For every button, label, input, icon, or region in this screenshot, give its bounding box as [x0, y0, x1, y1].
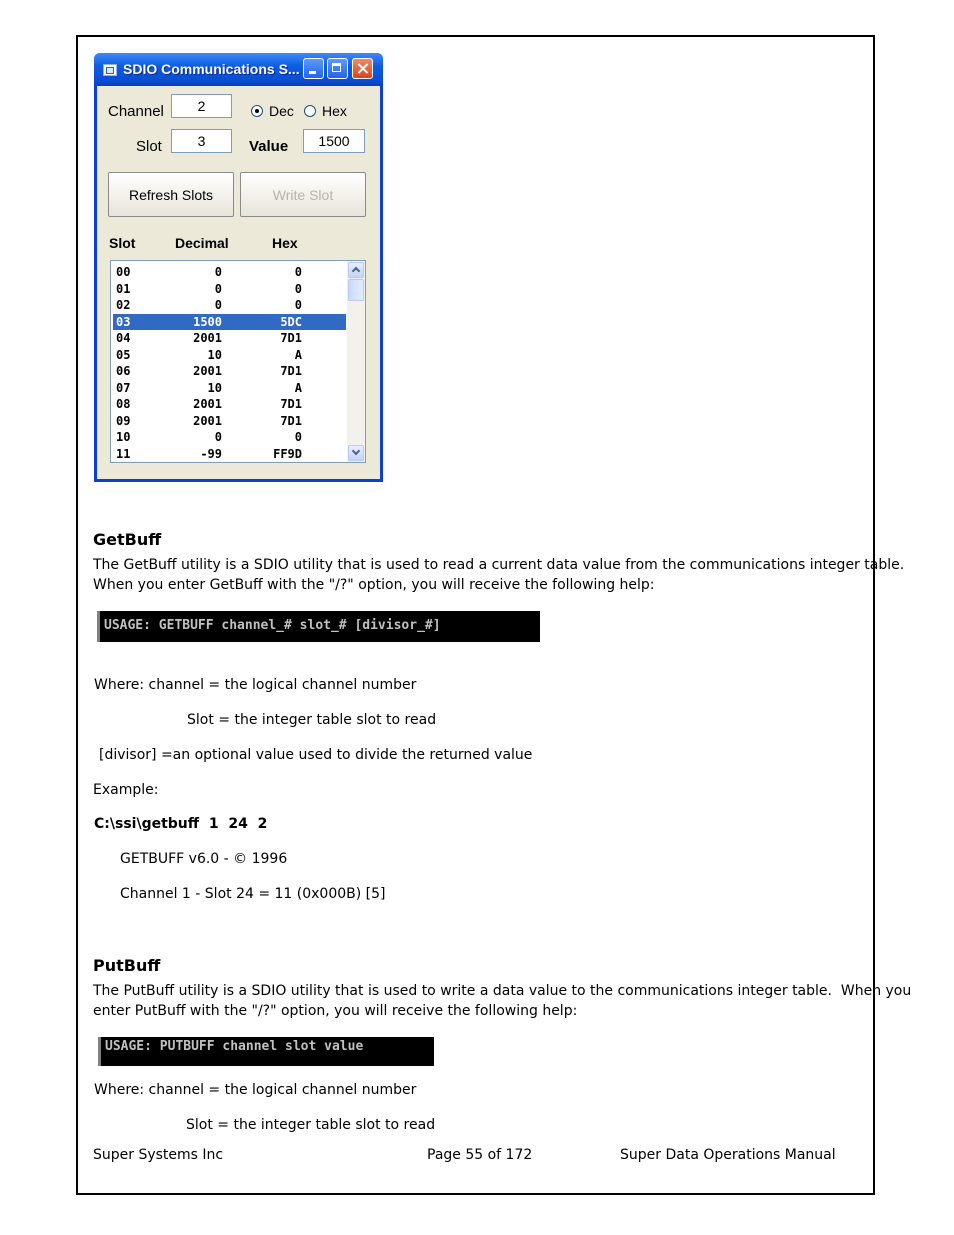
slot-cell: 06: [116, 364, 131, 378]
window-title: SDIO Communications S...: [123, 61, 300, 77]
hex-cell: 0: [294, 281, 302, 296]
putbuff-where-channel: Where: channel = the logical channel number: [94, 1082, 417, 1098]
decimal-cell: -99: [200, 446, 222, 461]
decimal-cell: 0: [214, 281, 222, 296]
slot-cell: 08: [116, 397, 131, 411]
list-item[interactable]: [113, 264, 346, 280]
value-label: Value: [249, 138, 289, 155]
radio-hex[interactable]: [304, 105, 316, 117]
list-item[interactable]: [113, 314, 346, 330]
slot-cell: 07: [116, 380, 131, 395]
list-item[interactable]: [113, 330, 346, 346]
header-slot: Slot: [109, 235, 136, 251]
hex-cell: 5DC: [280, 314, 302, 329]
example-output-line1: GETBUFF v6.0 - © 1996: [120, 851, 288, 867]
list-item[interactable]: [113, 347, 346, 363]
hex-cell: 7D1: [280, 413, 302, 428]
getbuff-heading: GetBuff: [93, 530, 162, 549]
list-item[interactable]: [113, 413, 346, 429]
putbuff-usage-console: USAGE: PUTBUFF channel slot value: [98, 1037, 434, 1066]
header-hex: Hex: [272, 235, 298, 251]
slot-cell: 00: [116, 265, 131, 279]
value-input[interactable]: 1500: [303, 129, 365, 153]
decimal-cell: 0: [214, 265, 222, 279]
hex-cell: A: [294, 380, 302, 395]
example-output-line2: Channel 1 - Slot 24 = 11 (0x000B) [5]: [120, 886, 386, 902]
getbuff-where-slot: Slot = the integer table slot to read: [187, 712, 437, 728]
maximize-icon[interactable]: [327, 58, 348, 79]
decimal-cell: 10: [207, 380, 222, 395]
footer-page-number: Page 55 of 172: [427, 1147, 533, 1163]
list-item[interactable]: [113, 429, 346, 445]
header-decimal: Decimal: [175, 235, 229, 251]
hex-cell: FF9D: [273, 446, 302, 461]
putbuff-para-line1: The PutBuff utility is a SDIO utility that is used to write a data value to the communications integer table. When you: [93, 983, 912, 999]
slot-cell: 04: [116, 331, 131, 345]
slot-cell: 11: [116, 446, 131, 461]
window-icon: [103, 64, 117, 76]
footer-manual-title: Super Data Operations Manual: [620, 1147, 836, 1163]
slot-cell: 10: [116, 430, 131, 444]
hex-cell: 0: [294, 265, 302, 279]
list-item[interactable]: [113, 446, 346, 462]
list-item[interactable]: [113, 281, 346, 297]
hex-cell: 0: [294, 430, 302, 444]
scroll-up-icon[interactable]: [348, 262, 364, 278]
slot-listbox[interactable]: [110, 260, 366, 463]
hex-cell: 7D1: [280, 397, 302, 411]
putbuff-where-slot: Slot = the integer table slot to read: [186, 1117, 436, 1133]
getbuff-usage-console: USAGE: GETBUFF channel_# slot_# [divisor_#]: [97, 611, 540, 642]
hex-cell: 7D1: [280, 331, 302, 345]
radio-dec-label: Dec: [269, 103, 294, 119]
title-bar: [94, 53, 383, 86]
decimal-cell: 0: [214, 430, 222, 444]
decimal-cell: 2001: [193, 413, 222, 428]
close-icon[interactable]: [352, 58, 373, 79]
putbuff-heading: PutBuff: [93, 956, 161, 975]
hex-cell: A: [294, 347, 302, 362]
minimize-icon[interactable]: [303, 58, 324, 79]
vertical-scrollbar[interactable]: [347, 261, 365, 462]
list-item[interactable]: [113, 396, 346, 412]
getbuff-where-divisor: [divisor] =an optional value used to divide the returned value: [99, 747, 533, 763]
channel-label: Channel: [108, 103, 164, 120]
getbuff-para-line1: The GetBuff utility is a SDIO utility that is used to read a current data value from the communications integer table.: [93, 557, 905, 573]
getbuff-where-channel: Where: channel = the logical channel number: [94, 677, 417, 693]
decimal-cell: 2001: [193, 397, 222, 411]
slot-label: Slot: [136, 138, 162, 155]
decimal-cell: 10: [207, 347, 222, 362]
hex-cell: 7D1: [280, 364, 302, 378]
footer-company: Super Systems Inc: [93, 1147, 224, 1163]
decimal-cell: 2001: [193, 364, 222, 378]
example-label: Example:: [93, 782, 159, 798]
getbuff-para-line2: When you enter GetBuff with the "/?" option, you will receive the following help:: [93, 577, 655, 593]
channel-input[interactable]: 2: [171, 94, 232, 118]
hex-cell: 0: [294, 298, 302, 312]
slot-cell: 03: [116, 314, 131, 329]
write-slot-button[interactable]: Write Slot: [240, 172, 366, 217]
list-item[interactable]: [113, 297, 346, 313]
slot-input[interactable]: 3: [171, 129, 232, 153]
putbuff-para-line2: enter PutBuff with the "/?" option, you will receive the following help:: [93, 1003, 578, 1019]
scroll-down-icon[interactable]: [348, 445, 364, 461]
sdio-dialog-window: [94, 53, 383, 482]
radio-hex-label: Hex: [322, 103, 347, 119]
scroll-thumb[interactable]: [348, 279, 364, 301]
radio-dec[interactable]: [251, 105, 263, 117]
list-item[interactable]: [113, 380, 346, 396]
decimal-cell: 0: [214, 298, 222, 312]
refresh-slots-button[interactable]: Refresh Slots: [108, 172, 234, 217]
decimal-cell: 2001: [193, 331, 222, 345]
slot-cell: 01: [116, 281, 131, 296]
decimal-cell: 1500: [193, 314, 222, 329]
slot-cell: 05: [116, 347, 131, 362]
slot-cell: 09: [116, 413, 131, 428]
slot-cell: 02: [116, 298, 131, 312]
example-command: C:\ssi\getbuff 1 24 2: [94, 816, 268, 832]
list-item[interactable]: [113, 363, 346, 379]
